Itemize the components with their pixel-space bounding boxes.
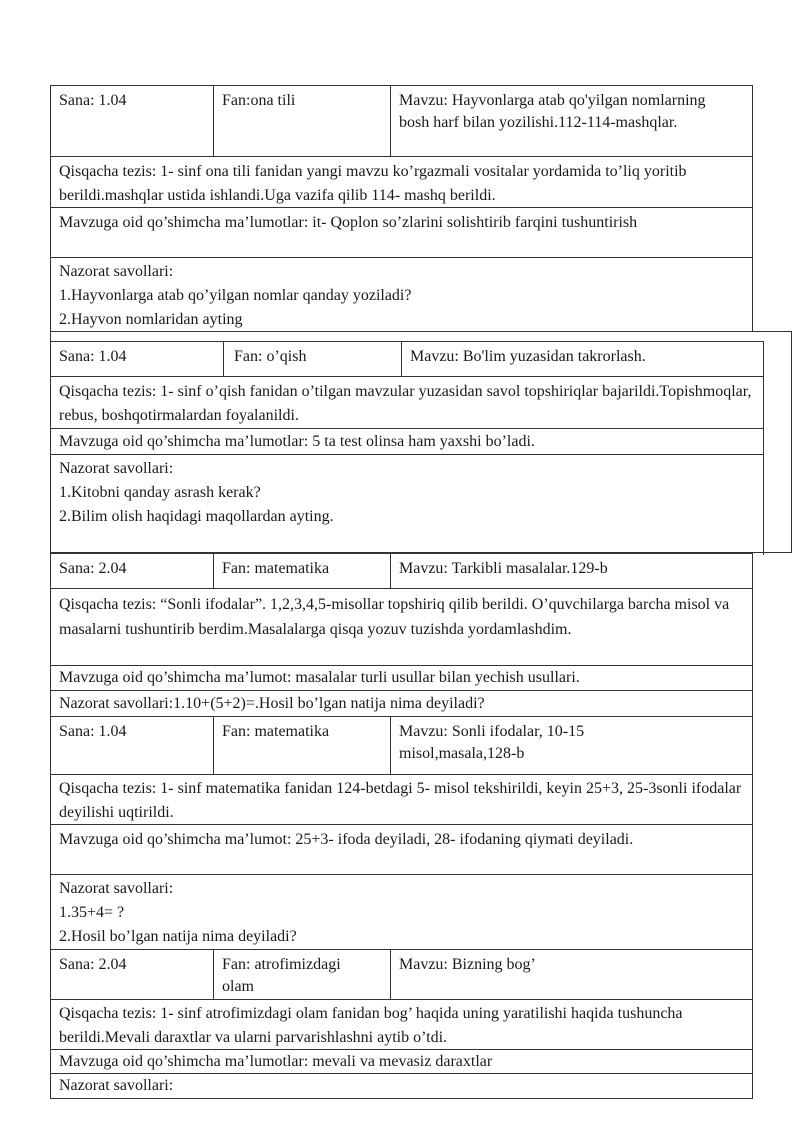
question-line: Nazorat savollari: (59, 1077, 174, 1094)
date-cell: Sana: 1.04 (51, 342, 224, 376)
question-line: 1.Hayvonlarga atab qo’yilgan nomlar qanday yoziladi? (59, 287, 412, 304)
extra-info-row: Mavzuga oid qo’shimcha ma’lumotlar: 5 ta test olinsa ham yaxshi bo’ladi. (51, 429, 763, 455)
summary-row: Qisqacha tezis: “Sonli ifodalar”. 1,2,3,4,5-misollar topshiriq qilib berildi. O’quvchilarga barcha misol va masalarni tushuntirib berdim.Masalalarga qisqa yozuv tuzishda yordamlashdim. (51, 589, 752, 666)
question-line: 1.35+4= ? (59, 904, 125, 921)
lesson-header (51, 554, 752, 589)
lesson-header (51, 717, 752, 775)
control-questions-row (51, 875, 752, 950)
question-line: Nazorat savollari:1.10+(5+2)=.Hosil bo’lgan natija nima deyiladi? (59, 695, 485, 712)
control-questions-row (51, 1074, 752, 1099)
question-line: 2.Hosil bo’lgan natija nima deyiladi? (59, 928, 297, 945)
control-questions-row (51, 691, 752, 717)
date-cell: Sana: 2.04 (51, 950, 214, 999)
subject-cell: Fan: matematika (214, 554, 391, 588)
summary-row: Qisqacha tezis: 1- sinf matematika fanidan 124-betdagi 5- misol tekshirildi, keyin 25+3, 25-3sonli ifodalar deyilishi uqtirildi. (51, 775, 752, 825)
subject-cell: Fan: matematika (214, 717, 391, 774)
summary-row: Qisqacha tezis: 1- sinf ona tili fanidan yangi mavzu ko’rgazmali vositalar yordamida to’liq yoritib berildi.mashqlar ustida ishlandi.Uga vazifa qilib 114- mashq berildi. (51, 157, 752, 208)
extra-info-row: Mavzuga oid qo’shimcha ma’lumot: masalalar turli usullar bilan yechish usullari. (51, 666, 752, 691)
question-line: Nazorat savollari: (59, 263, 174, 280)
extra-info-row: Mavzuga oid qo’shimcha ma’lumotlar: mevali va mevasiz daraxtlar (51, 1050, 752, 1074)
subject-cell: Fan: atrofimizdagi olam (214, 950, 391, 999)
topic-cell: Mavzu: Tarkibli masalalar.129-b (399, 560, 608, 577)
summary-row: Qisqacha tezis: 1- sinf atrofimizdagi olam fanidan bog’ haqida uning yaratilishi haqida tushuncha berildi.Mevali daraxtlar va ularni parvarishlashni aytib o’tdi. (51, 1000, 752, 1050)
extra-info-row: Mavzuga oid qo’shimcha ma’lumotlar: it- Qoplon so’zlarini solishtirib farqini tushuntirish (51, 208, 752, 258)
topic-cell: Mavzu: Hayvonlarga atab qo'yilgan nomlarning bosh harf bilan yozilishi.112-114-mashqlar. (399, 92, 706, 131)
lesson-header (51, 950, 752, 1000)
lesson-block-3 (50, 553, 753, 1099)
control-questions-row (51, 455, 763, 555)
question-line: Nazorat savollari: (59, 460, 174, 477)
question-line: Nazorat savollari: (59, 880, 174, 897)
subject-cell: Fan: o’qish (224, 342, 402, 376)
topic-cell: Mavzu: Sonli ifodalar, 10-15 misol,masala,128-b (399, 723, 585, 762)
date-cell: Sana: 1.04 (51, 86, 214, 156)
date-cell: Sana: 2.04 (51, 554, 214, 588)
question-line: 1.Kitobni qanday asrash kerak? (59, 484, 261, 501)
date-cell: Sana: 1.04 (51, 717, 214, 774)
summary-row: Qisqacha tezis: 1- sinf o’qish fanidan o’tilgan mavzular yuzasidan savol topshiriqlar bajarildi.Topishmoqlar, rebus, boshqotirmalardan foyalanildi. (51, 377, 763, 429)
control-questions-row (51, 258, 752, 332)
extra-info-row: Mavzuga oid qo’shimcha ma’lumot: 25+3- ifoda deyiladi, 28- ifodaning qiymati deyiladi. (51, 825, 752, 875)
question-line: 2.Hayvon nomlaridan ayting (59, 311, 243, 328)
topic-cell: Mavzu: Bo'lim yuzasidan takrorlash. (410, 348, 646, 365)
lesson-header (51, 342, 763, 377)
subject-cell: Fan:ona tili (214, 86, 391, 156)
lesson-header (51, 86, 752, 157)
lesson-block-2 (50, 341, 764, 555)
topic-cell: Mavzu: Bizning bog’ (399, 956, 536, 973)
lesson-block-1 (50, 85, 753, 332)
question-line: 2.Bilim olish haqidagi maqollardan ayting. (59, 508, 334, 525)
